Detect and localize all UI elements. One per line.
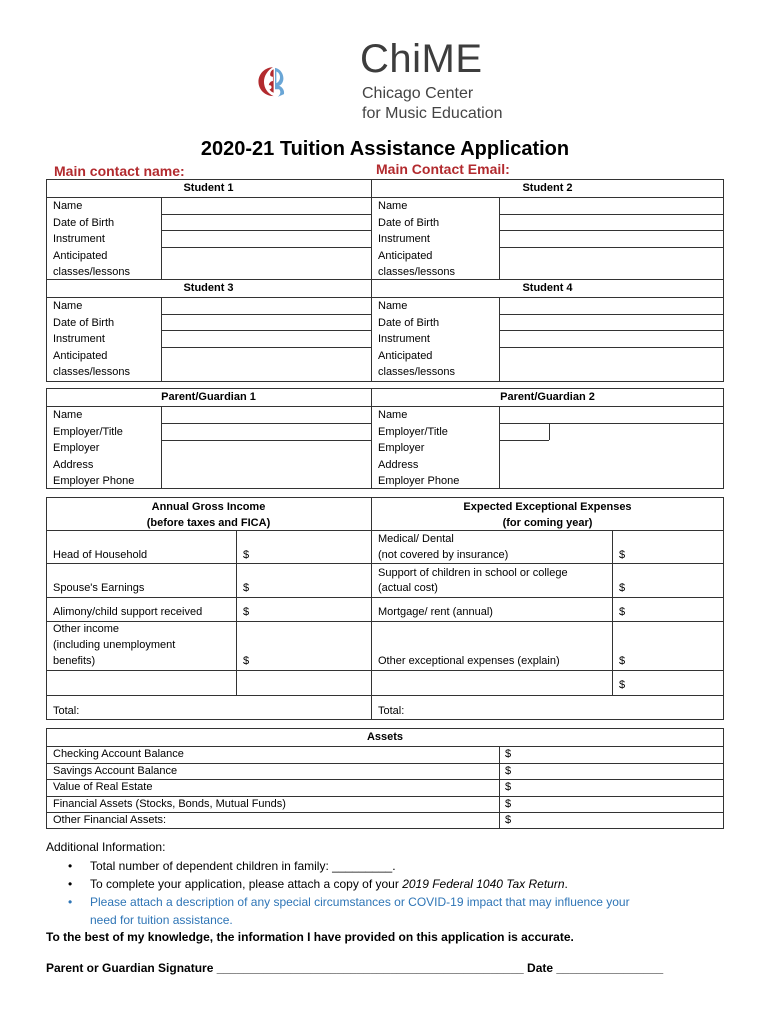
expense-mortgage: Mortgage/ rent (annual) [378, 606, 493, 618]
main-contact-name-label[interactable]: Main contact name: [54, 163, 185, 179]
parent-2-labels: Name Employer/Title Employer Address Employer Phone [378, 409, 460, 487]
expense-total-label: Total: [378, 705, 405, 717]
logo-name: ChiME [360, 37, 483, 81]
expenses-header-line2: (for coming year) [502, 517, 593, 529]
expense-medical-line2: (not covered by insurance) [378, 549, 509, 561]
student-2-labels: Name Date of Birth Instrument Anticipated classes/lessons [378, 200, 456, 278]
additional-info-heading: Additional Information: [46, 840, 166, 854]
student-1-input-area[interactable] [162, 198, 371, 279]
income-other-line1: Other income [53, 623, 120, 635]
income-other-line3: benefits) [53, 655, 96, 667]
expense-other: Other exceptional expenses (explain) [378, 655, 560, 667]
expense-dollar-1[interactable]: $ [619, 549, 626, 561]
expense-dollar-4[interactable]: $ [619, 655, 626, 667]
student-4-labels: Name Date of Birth Instrument Anticipated classes/lessons [378, 300, 456, 378]
income-header-line2: (before taxes and FICA) [146, 517, 271, 529]
income-header-line1: Annual Gross Income [151, 501, 266, 513]
student-4-input-area[interactable] [500, 298, 724, 382]
expense-dollar-5[interactable]: $ [619, 679, 626, 691]
income-head-of-household: Head of Household [53, 549, 148, 561]
parent-1-header: Parent/Guardian 1 [161, 391, 256, 403]
expense-medical-line1: Medical/ Dental [378, 533, 454, 545]
logo-subtitle-line1: Chicago Center [362, 85, 474, 102]
student-4-header: Student 4 [522, 282, 573, 294]
expenses-header-line1: Expected Exceptional Expenses [463, 501, 632, 513]
student-3-input-area[interactable] [162, 298, 371, 382]
income-spouse-earnings: Spouse's Earnings [53, 582, 145, 594]
income-dollar-2[interactable]: $ [243, 582, 250, 594]
student-3-header: Student 3 [183, 282, 234, 294]
parent-1-input-area[interactable] [162, 407, 371, 489]
income-alimony: Alimony/child support received [53, 606, 203, 618]
expense-support-line2: (actual cost) [378, 582, 438, 594]
assets-dollar-column[interactable]: $ $ $ $ $ [505, 748, 512, 826]
income-dollar-4[interactable]: $ [243, 655, 250, 667]
page-title: 2020-21 Tuition Assistance Application [200, 138, 570, 160]
student-1-labels: Name Date of Birth Instrument Anticipated classes/lessons [53, 200, 131, 278]
parent-2-input-area[interactable] [500, 407, 724, 489]
assets-labels: Checking Account Balance Savings Account Balance Value of Real Estate Financial Assets (Stocks, Bonds, Mutual Funds) Other Financial Assets: [53, 748, 286, 826]
assets-header: Assets [366, 731, 404, 743]
expense-dollar-3[interactable]: $ [619, 606, 626, 618]
income-other-line2: (including unemployment [53, 639, 176, 651]
main-contact-email-label[interactable]: Main Contact Email: [376, 161, 510, 177]
expense-dollar-2[interactable]: $ [619, 582, 626, 594]
income-dollar-3[interactable]: $ [243, 606, 250, 618]
chime-logo-mark [255, 34, 355, 129]
expense-support-line1: Support of children in school or college [378, 567, 568, 579]
parent-1-labels: Name Employer/Title Employer Address Employer Phone [53, 409, 135, 487]
signature-date-line[interactable]: Parent or Guardian Signature ______________________________________________ Date ________________ [46, 961, 664, 975]
income-dollar-1[interactable]: $ [243, 549, 250, 561]
student-2-input-area[interactable] [500, 198, 724, 279]
student-3-labels: Name Date of Birth Instrument Anticipated classes/lessons [53, 300, 131, 378]
logo-subtitle-line2: for Music Education [362, 105, 503, 122]
parent-2-header: Parent/Guardian 2 [500, 391, 595, 403]
income-total-label: Total: [53, 705, 80, 717]
student-2-header: Student 2 [522, 182, 573, 194]
certification-statement: To the best of my knowledge, the information I have provided on this application is accurate. [46, 930, 574, 944]
student-1-header: Student 1 [183, 182, 234, 194]
tax-return-name: 2019 Federal 1040 Tax Return [402, 877, 565, 891]
